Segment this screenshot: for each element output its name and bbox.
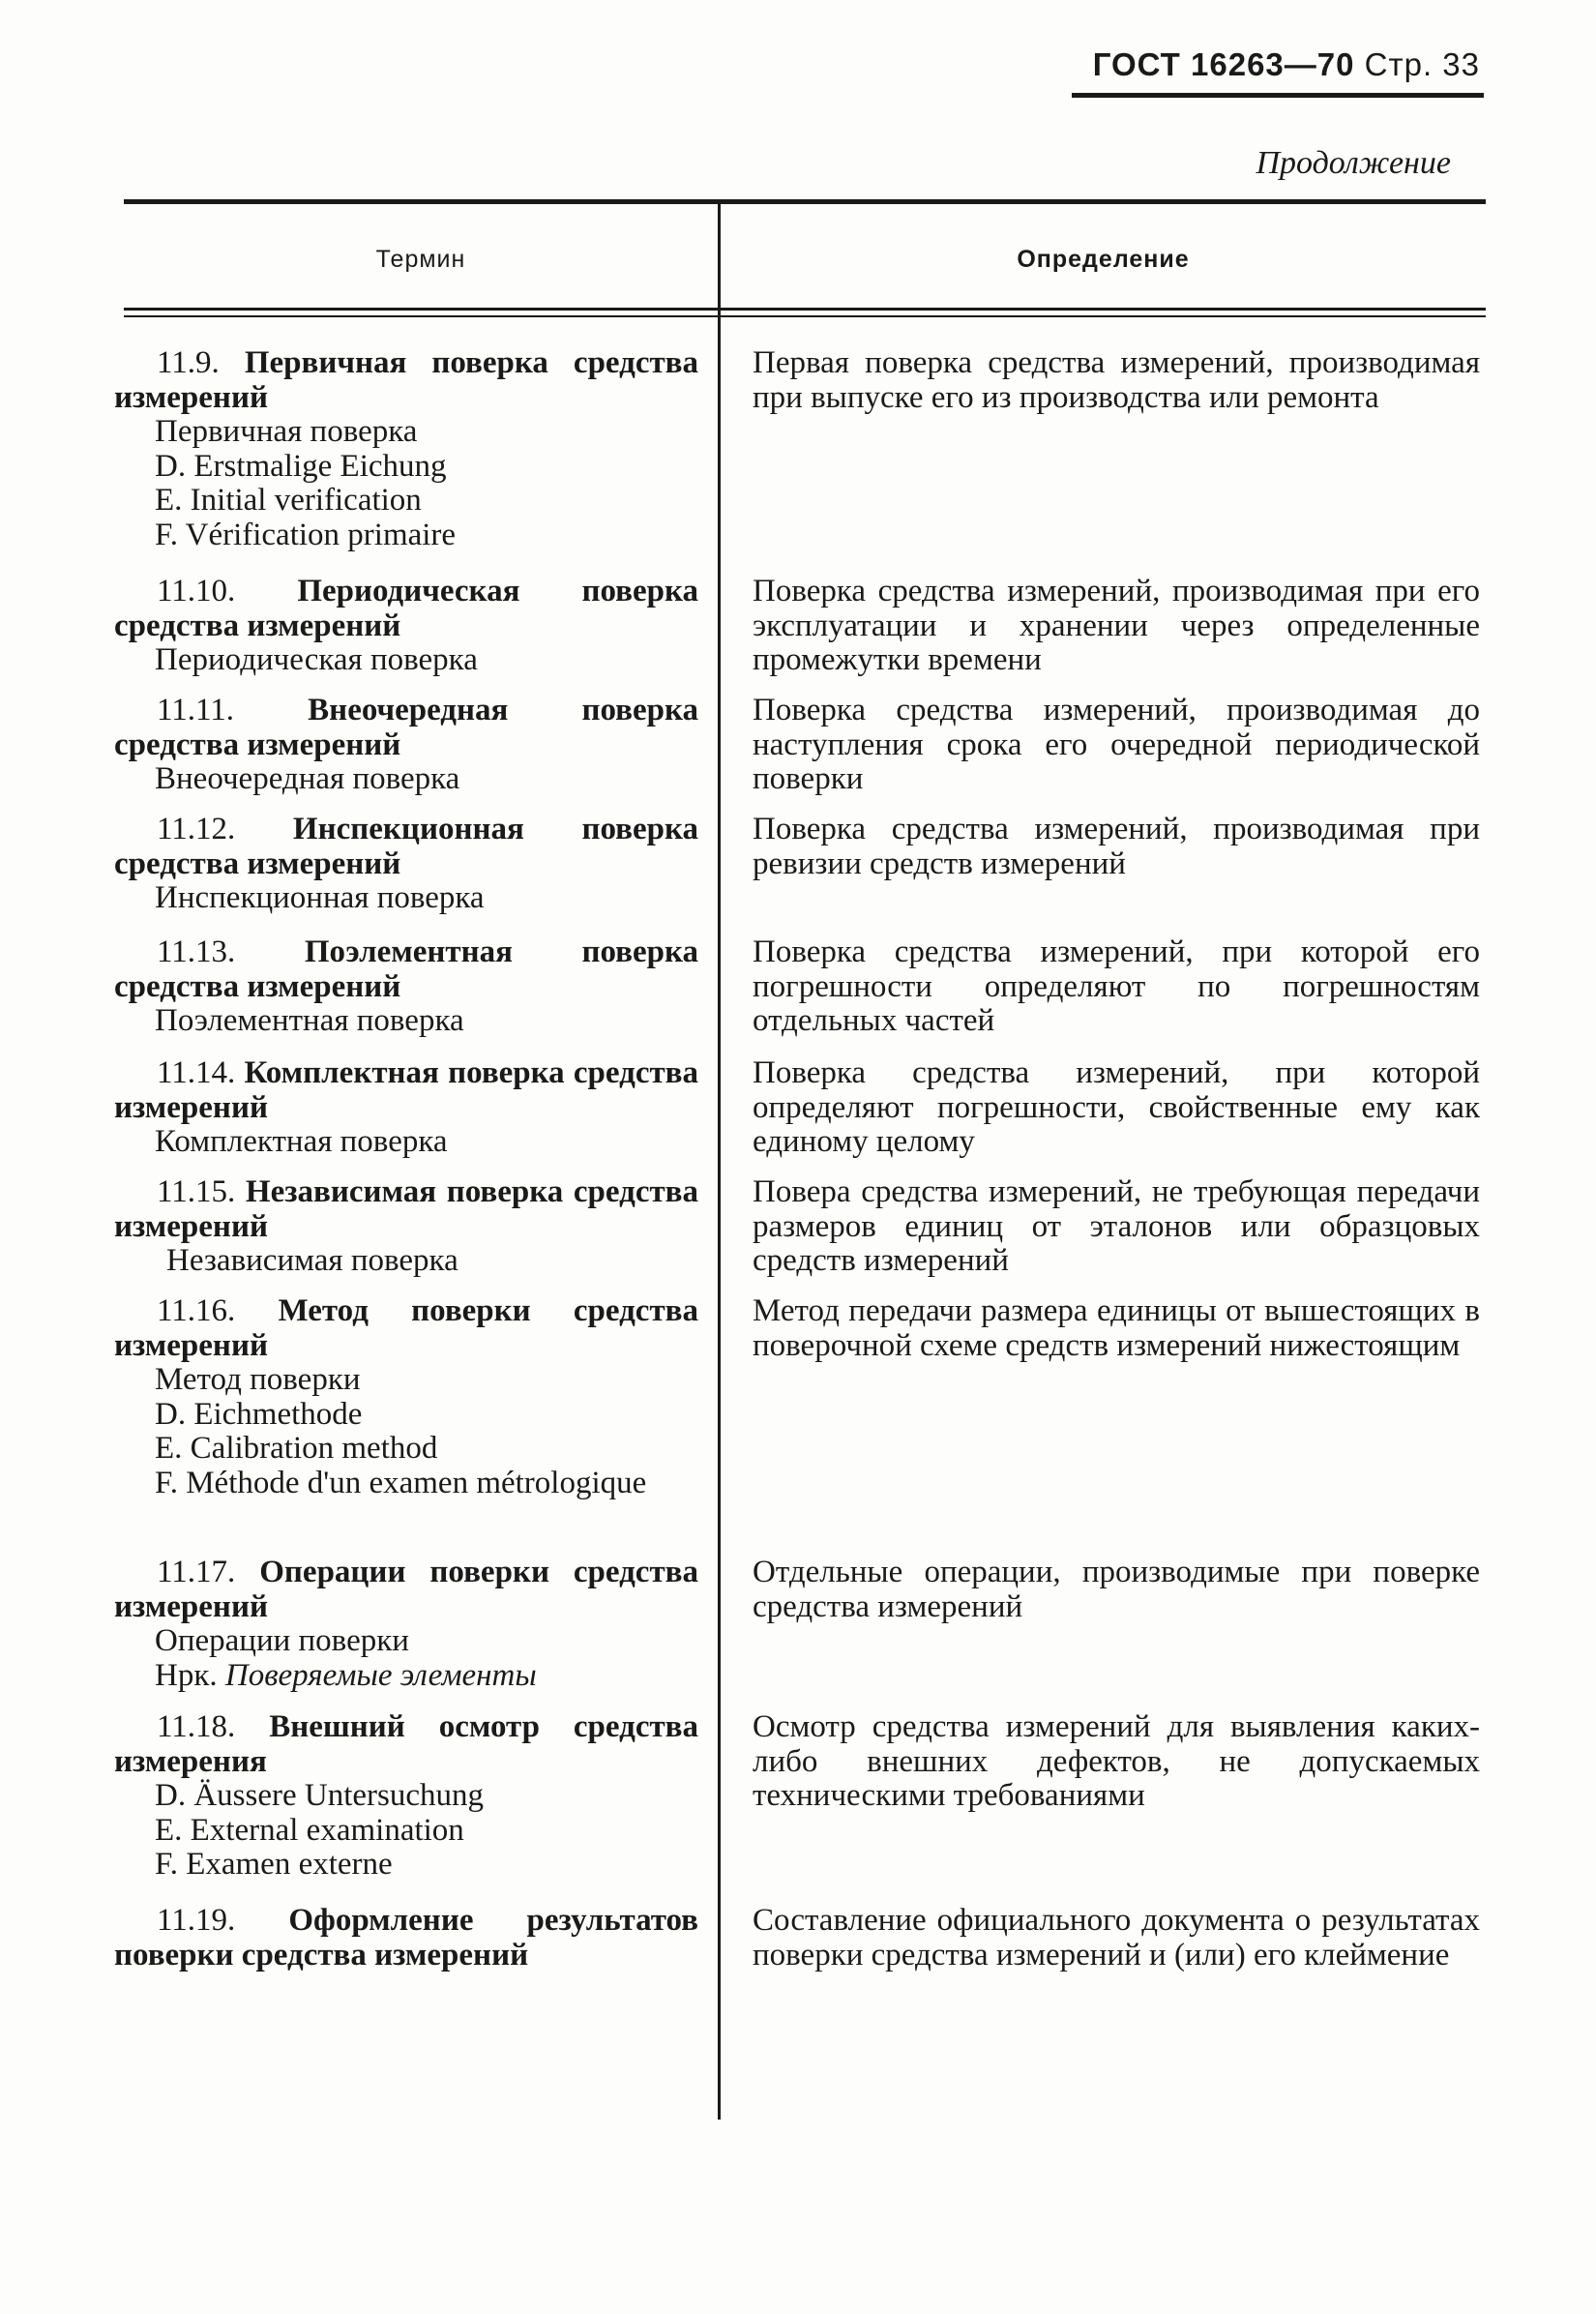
term-foreign: F. Examen externe — [155, 1847, 393, 1882]
term-foreign: E. External examination — [155, 1812, 464, 1848]
definition-cell: Составление официального документа о результатах поверки средства измерений и (или) его клеймение — [753, 1903, 1480, 1973]
term-number: 11.17. — [157, 1555, 236, 1589]
term-cell — [114, 575, 698, 678]
column-divider — [718, 204, 721, 2120]
term-title: Инспекционная поверка средства измерений — [114, 812, 698, 881]
term-title: Внеочередная поверка средства измерений — [114, 693, 699, 762]
term-title: Периодическая поверка средства измерений — [114, 574, 698, 643]
header-rule-double-top — [124, 308, 1486, 311]
term-number: 11.14. — [157, 1055, 236, 1090]
term-foreign: F. Méthode d'un examen métrologique — [155, 1465, 647, 1500]
term-foreign: F. Vérification primaire — [155, 517, 457, 552]
term-heading — [114, 575, 698, 643]
term-number: 11.16. — [157, 1293, 236, 1328]
continuation-label: Продолжение — [1256, 145, 1451, 181]
header-rule — [1072, 93, 1484, 98]
term-heading — [114, 1556, 698, 1624]
term-synonym: Инспекционная поверка — [155, 880, 485, 915]
term-heading — [114, 346, 698, 415]
term-title: Первичная поверка средства измерений — [114, 345, 699, 415]
term-title: Операции поверки средства измерений — [114, 1555, 698, 1624]
term-synonym: Периодическая поверка — [155, 642, 478, 677]
table-top-rule — [124, 199, 1486, 204]
term-cell — [114, 1294, 698, 1500]
definition-cell: Поверка средства измерений, производимая при его эксплуатации и хранении через определенные промежутки времени — [753, 574, 1480, 677]
header-rule-double-bottom — [124, 315, 1486, 317]
term-foreign: E. Calibration method — [155, 1431, 438, 1466]
term-synonym: Комплектная поверка — [155, 1124, 448, 1159]
term-number: 11.11. — [157, 693, 235, 727]
term-title: Метод поверки средства измерений — [114, 1293, 698, 1363]
term-number: 11.10. — [157, 574, 236, 608]
term-number: 11.12. — [157, 812, 236, 846]
term-foreign: D. Äussere Untersuchung — [155, 1778, 485, 1813]
page-header — [1074, 46, 1480, 83]
term-heading — [114, 1294, 698, 1363]
definition-cell: Метод передачи размера единицы от вышестоящих в поверочной схеме средств измерений нижестоящим — [753, 1293, 1480, 1363]
nrk-term: Поверяемые элементы — [224, 1657, 537, 1693]
definition-cell: Повера средства измерений, не требующая передачи размеров единиц от эталонов или образцовых средств измерений — [753, 1174, 1480, 1278]
term-heading — [114, 694, 698, 762]
term-title: Независимая поверка средства измерений — [114, 1174, 698, 1244]
term-cell — [114, 1056, 698, 1160]
term-title: Оформление результатов поверки средства измерений — [114, 1903, 698, 1973]
term-heading — [114, 1175, 698, 1244]
term-heading — [114, 1710, 698, 1779]
term-cell — [114, 1175, 698, 1279]
term-synonym: Независимая поверка — [166, 1243, 458, 1278]
term-heading — [114, 1904, 698, 1973]
definition-cell: Осмотр средства измерений для выявления каких-либо внешних дефектов, не допускаемых техническими требованиями — [753, 1709, 1480, 1813]
term-number: 11.19. — [157, 1903, 236, 1938]
term-cell — [114, 346, 698, 552]
definition-cell: Отдельные операции, производимые при поверке средства измерений — [753, 1555, 1480, 1624]
term-foreign: D. Erstmalige Eichung — [155, 448, 447, 484]
term-cell — [114, 1710, 698, 1883]
column-header-term: Термин — [375, 246, 466, 273]
term-title: Поэлементная поверка средства измерений — [114, 934, 699, 1004]
term-title: Комплектная поверка средства измерений — [114, 1055, 698, 1125]
definition-cell: Поверка средства измерений, производимая до наступления срока его очередной периодической поверки — [753, 693, 1480, 796]
term-number: 11.15. — [157, 1174, 236, 1209]
term-number: 11.9. — [157, 345, 220, 380]
term-heading — [114, 935, 698, 1004]
term-synonym: Метод поверки — [155, 1362, 361, 1397]
definition-cell: Поверка средства измерений, производимая при ревизии средств измерений — [753, 812, 1480, 881]
term-cell — [114, 1904, 698, 1973]
term-number: 11.18. — [157, 1709, 236, 1744]
term-not-recommended — [114, 1659, 698, 1694]
definition-cell: Первая поверка средства измерений, производимая при выпуске его из производства или ремонта — [753, 345, 1480, 415]
term-cell — [114, 694, 698, 797]
term-number: 11.13. — [157, 934, 236, 969]
standard-number: ГОСТ 16263—70 — [1092, 46, 1355, 82]
nrk-label: Нрк. — [155, 1657, 218, 1693]
term-synonym: Внеочередная поверка — [155, 761, 460, 796]
term-synonym: Поэлементная поверка — [155, 1003, 464, 1038]
term-synonym: Первичная поверка — [155, 414, 418, 449]
term-cell — [114, 935, 698, 1039]
term-title: Внешний осмотр средства измерения — [114, 1709, 698, 1779]
term-foreign: D. Eichmethode — [155, 1396, 363, 1432]
term-foreign: E. Initial verification — [155, 483, 422, 518]
page-number: Стр. 33 — [1364, 46, 1480, 82]
term-heading — [114, 1056, 698, 1125]
definition-cell: Поверка средства измерений, при которой его погрешности определяют по погрешностям отдельных частей — [753, 934, 1480, 1038]
term-cell — [114, 1556, 698, 1693]
term-synonym: Операции поверки — [155, 1623, 409, 1658]
term-cell — [114, 813, 698, 916]
term-heading — [114, 813, 698, 881]
column-header-definition: Определение — [1017, 246, 1190, 273]
definition-cell: Поверка средства измерений, при которой определяют погрешности, свойственные ему как единому целому — [753, 1055, 1480, 1159]
